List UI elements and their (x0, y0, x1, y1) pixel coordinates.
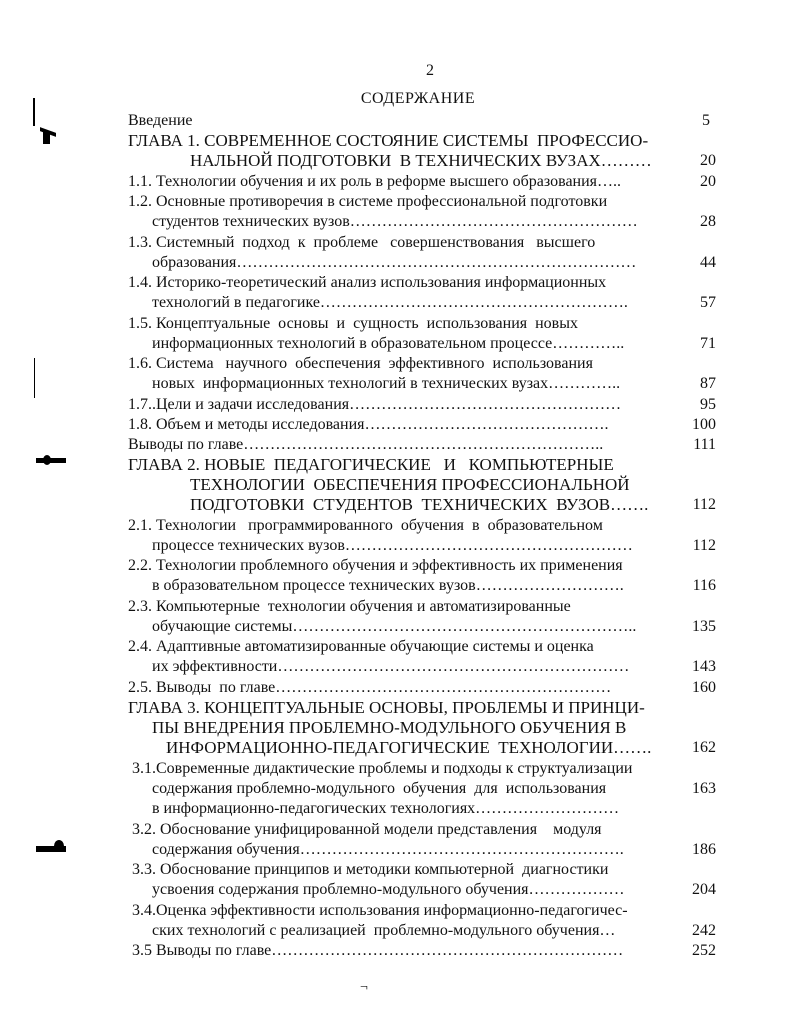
toc-page: 20 (700, 152, 716, 169)
toc-entry: технологий в педагогике…………………………………………………. (152, 294, 628, 311)
page-number: 2 (426, 62, 434, 79)
toc-entry: 2.5. Выводы по главе……………………………………………………… (128, 679, 612, 696)
toc-entry: содержания обучения……………………………………………………. (152, 841, 624, 858)
scan-mark-bottom: ¬ (360, 980, 368, 995)
toc-entry: процессе технических вузов……………………………………………… (152, 537, 633, 554)
toc-entry: 3.4.Оценка эффективности использования информационно-педагогичес- (132, 902, 628, 919)
toc-chapter-heading: ИНФОРМАЦИОННО-ПЕДАГОГИЧЕСКИЕ ТЕХНОЛОГИИ……. (166, 738, 652, 757)
toc-chapter-heading: НАЛЬНОЙ ПОДГОТОВКИ В ТЕХНИЧЕСКИХ ВУЗАХ……… (190, 151, 652, 170)
toc-page: 116 (692, 577, 716, 594)
toc-page: 163 (692, 780, 716, 797)
toc-title: СОДЕРЖАНИЕ (360, 90, 476, 107)
toc-page: 111 (693, 436, 716, 453)
toc-page: 186 (692, 841, 716, 858)
toc-entry: 1.3. Системный подход к проблеме совершенствования высшего (128, 234, 596, 251)
toc-entry: 1.1. Технологии обучения и их роль в реформе высшего образования….. (128, 173, 622, 190)
toc-entry: содержания проблемно-модульного обучения для использования (152, 780, 607, 797)
toc-chapter-heading: ГЛАВА 3. КОНЦЕПТУАЛЬНЫЕ ОСНОВЫ, ПРОБЛЕМЫ И ПРИНЦИ- (128, 698, 645, 717)
toc-page: 112 (692, 537, 716, 554)
scan-artifact (36, 458, 66, 463)
toc-chapter-heading: ГЛАВА 1. СОВРЕМЕННОЕ СОСТОЯНИЕ СИСТЕМЫ ПРОФЕССИО- (128, 131, 649, 150)
toc-page: 71 (700, 335, 716, 352)
toc-entry: 2.4. Адаптивные автоматизированные обучающие системы и оценка (128, 638, 594, 655)
toc-page: 143 (692, 658, 716, 675)
toc-entry: Введение (128, 112, 193, 129)
scan-artifact (54, 840, 64, 852)
toc-page: 100 (692, 416, 716, 433)
toc-entry: 1.2. Основные противоречия в системе профессиональной подготовки (128, 193, 608, 210)
toc-chapter-heading: ТЕХНОЛОГИИ ОБЕСПЕЧЕНИЯ ПРОФЕССИОНАЛЬНОЙ (190, 475, 630, 494)
toc-entry: 1.5. Концептуальные основы и сущность использования новых (128, 315, 578, 332)
toc-page: 160 (692, 679, 716, 696)
toc-chapter-heading: ПОДГОТОВКИ СТУДЕНТОВ ТЕХНИЧЕСКИХ ВУЗОВ……. (190, 495, 649, 514)
toc-entry: 1.6. Система научного обеспечения эффективного использования (128, 355, 593, 372)
scan-artifact (43, 132, 50, 144)
toc-entry: Выводы по главе………………………………………………………….. (128, 436, 604, 453)
toc-page: 112 (692, 496, 716, 513)
toc-entry: 2.1. Технологии программированного обучения в образовательном (128, 517, 603, 534)
toc-chapter-heading: ГЛАВА 2. НОВЫЕ ПЕДАГОГИЧЕСКИЕ И КОМПЬЮТЕРНЫЕ (128, 455, 614, 474)
toc-page: 44 (700, 254, 716, 271)
toc-entry: 3.3. Обоснование принципов и методики компьютерной диагностики (132, 861, 609, 878)
toc-entry: обучающие системы……………………………………………………….. (152, 618, 637, 635)
toc-entry: студентов технических вузов……………………………………………… (152, 213, 638, 230)
toc-entry: новых информационных технологий в технических вузах………….. (152, 375, 621, 392)
scan-artifact (34, 358, 35, 398)
toc-page: 5 (702, 112, 710, 129)
toc-entry: 1.8. Объем и методы исследования………………………………………. (128, 416, 609, 433)
toc-chapter-heading: ПЫ ВНЕДРЕНИЯ ПРОБЛЕМНО-МОДУЛЬНОГО ОБУЧЕНИЯ В (152, 718, 627, 737)
toc-page: 204 (692, 881, 716, 898)
scan-artifact (43, 455, 51, 465)
toc-page: 95 (700, 396, 716, 413)
toc-entry: усвоения содержания проблемно-модульного обучения……………… (152, 881, 625, 898)
toc-entry: 3.5 Выводы по главе………………………………………………………… (132, 942, 624, 959)
toc-page: 252 (692, 942, 716, 959)
toc-entry: ских технологий с реализацией проблемно-модульного обучения… (152, 922, 616, 939)
toc-entry: 3.2. Обоснование унифицированной модели представления модуля (132, 821, 602, 838)
toc-entry: в информационно-педагогических технологиях……………………… (152, 800, 620, 817)
toc-entry: 1.7..Цели и задачи исследования…………………………………………… (128, 396, 622, 413)
toc-page: 135 (692, 618, 716, 635)
toc-entry: их эффективности………………………………………………………… (152, 658, 630, 675)
toc-entry: образования………………………………………………………………… (152, 254, 637, 271)
toc-entry: 1.4. Историко-теоретический анализ использования информационных (128, 274, 607, 291)
toc-page: 20 (700, 173, 716, 190)
toc-entry: 3.1.Современные дидактические проблемы и подходы к структуализации (132, 760, 633, 777)
toc-entry: 2.3. Компьютерные технологии обучения и автоматизированные (128, 598, 571, 615)
toc-page: 87 (700, 375, 716, 392)
toc-page: 57 (700, 294, 716, 311)
toc-page: 242 (692, 922, 716, 939)
toc-page: 162 (692, 739, 716, 756)
toc-entry: информационных технологий в образовательном процессе………….. (152, 335, 625, 352)
toc-page: 28 (700, 213, 716, 230)
toc-entry: в образовательном процессе технических вузов………………………. (152, 577, 624, 594)
toc-entry: 2.2. Технологии проблемного обучения и эффективность их применения (128, 557, 623, 574)
